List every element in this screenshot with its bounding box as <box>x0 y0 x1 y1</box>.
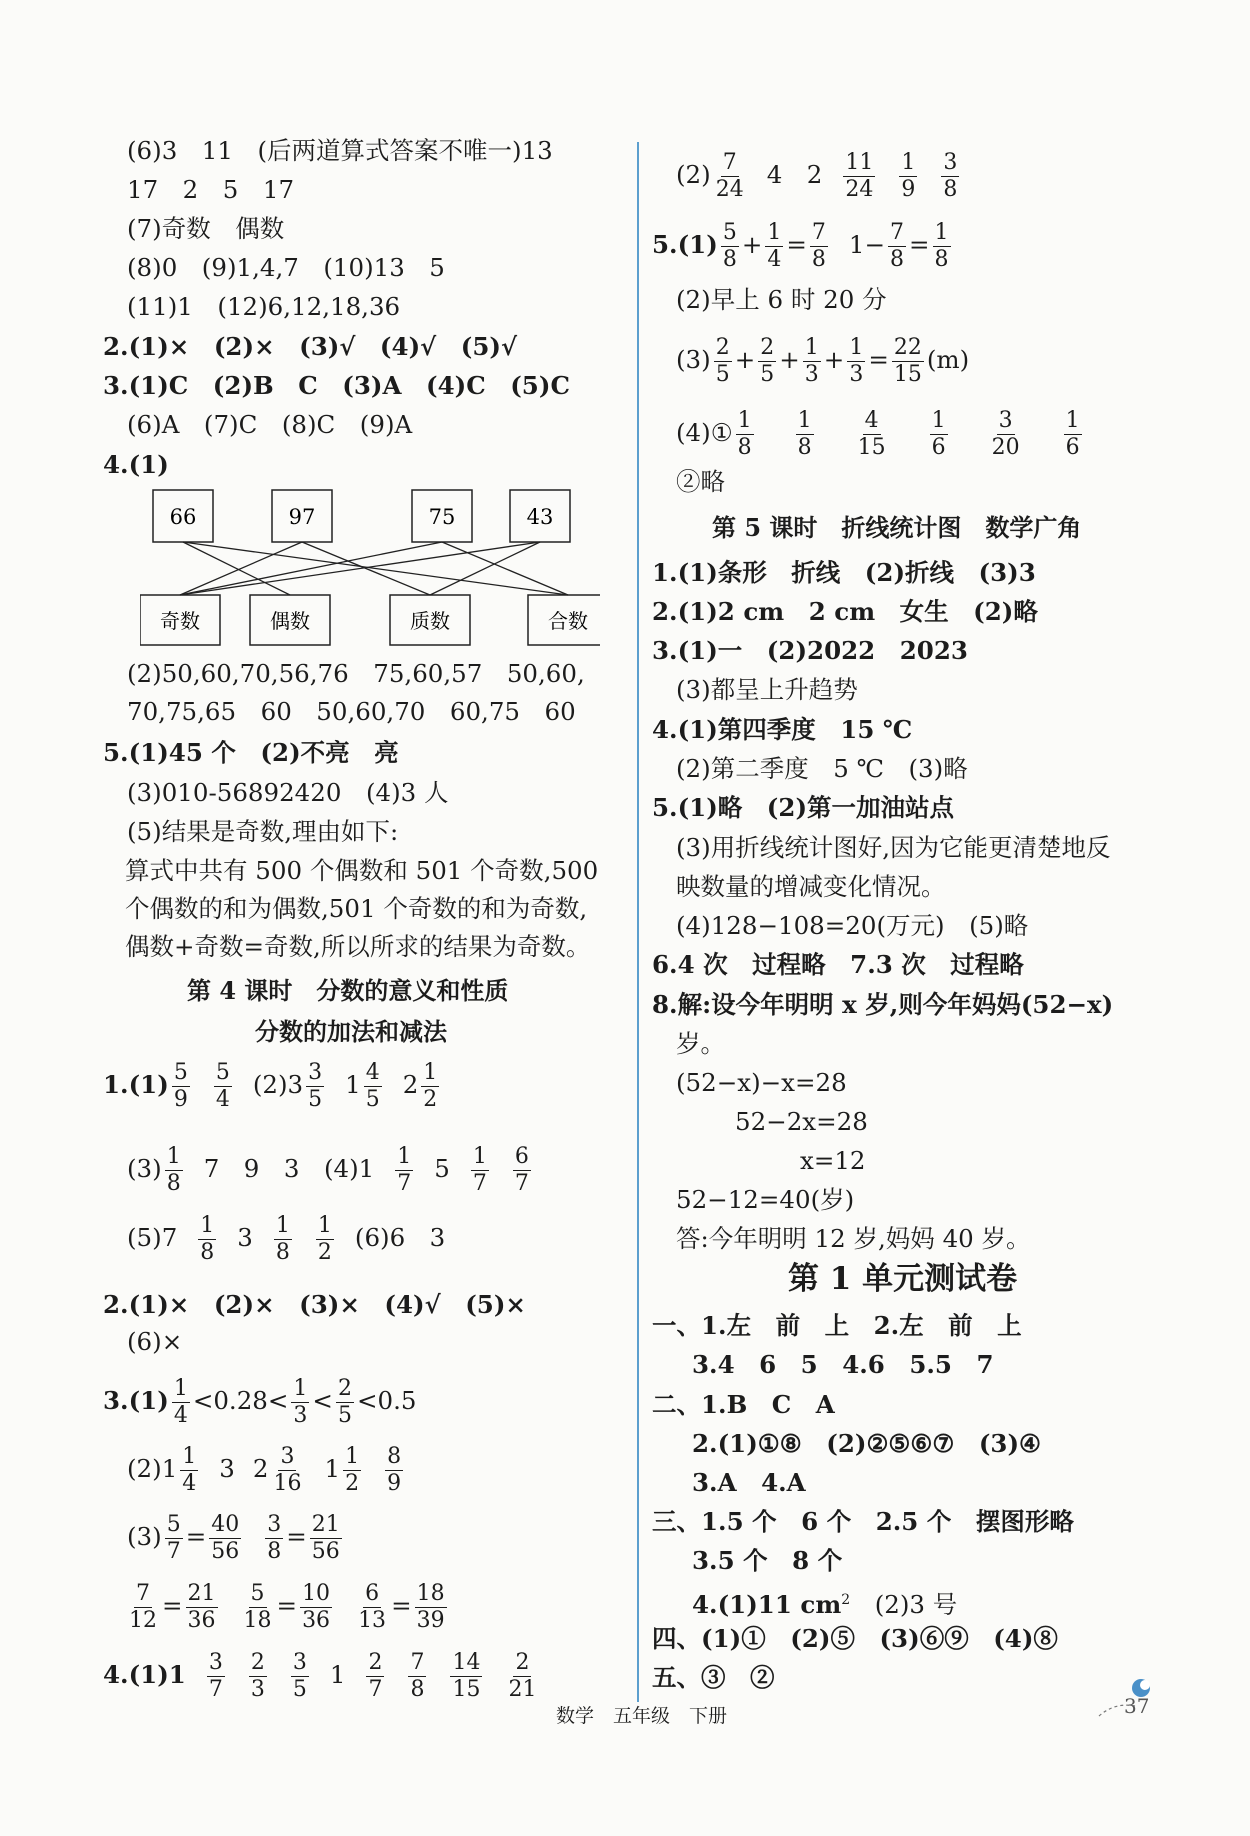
fraction: $\frac{3}{8}$ <box>943 150 958 202</box>
fraction: $\frac{3}{5}$ <box>308 1060 323 1112</box>
fraction: $\frac{1}{3}$ <box>804 335 819 387</box>
answer-line: 映数量的增减变化情况。 <box>676 872 946 901</box>
answer-line: 2.(1)× (2)× (3)× (4)√ (5)× <box>103 1290 526 1319</box>
fraction: $\frac{3}{20}$ <box>991 408 1020 460</box>
answer-line: 偶数+奇数=奇数,所以所求的结果为奇数。 <box>125 932 591 961</box>
answer-line: 5.(1)略 (2)第一加油站点 <box>652 793 955 822</box>
answer-line: 6.4 次 过程略 7.3 次 过程略 <box>652 950 1024 979</box>
answer-line: 2.(1)× (2)× (3)√ (4)√ (5)√ <box>103 332 518 361</box>
answer-line: (8)0 (9)1,4,7 (10)13 5 <box>127 253 445 282</box>
answer-line: (6)3 11 (后两道算式答案不唯一)13 <box>127 136 553 165</box>
answer-line: 3.(1)C (2)B C (3)A (4)C (5)C <box>103 371 570 400</box>
answer-line: (2)早上 6 时 20 分 <box>676 285 887 314</box>
fraction: $\frac{21}{36}$ <box>187 1581 216 1633</box>
answer-line: (3) $\frac{2}{5}$ + $\frac{2}{5}$ + $\frac{1}{3}$ + $\frac{1}{3}$ = $\frac{22}{15}$ (m) <box>676 335 970 387</box>
answer-line: 5.(1)45 个 (2)不亮 亮 <box>103 738 399 767</box>
answer-line: (3)都呈上升趋势 <box>676 675 858 704</box>
fraction: $\frac{1}{4}$ <box>173 1376 188 1428</box>
answer-line: 70,75,65 60 50,60,70 60,75 60 <box>127 697 576 726</box>
answer-line: (4)128−108=20(万元) (5)略 <box>676 911 1029 940</box>
fraction: $\frac{10}{36}$ <box>302 1581 331 1633</box>
fraction: $\frac{1}{2}$ <box>423 1060 438 1112</box>
answer-line: (6)× <box>127 1327 183 1356</box>
answer-line: 17 2 5 17 <box>127 175 295 204</box>
fraction: $\frac{1}{7}$ <box>472 1144 487 1196</box>
fraction: $\frac{1}{8}$ <box>797 408 812 460</box>
number-label: 75 <box>428 505 456 529</box>
answer-line: (3)010-56892420 (4)3 人 <box>127 778 449 807</box>
fraction: $\frac{7}{12}$ <box>129 1581 157 1633</box>
answer-line: (3) $\frac{5}{7}$ = $\frac{40}{56}$ $\frac{3}{8}$ = $\frac{21}{56}$ <box>127 1512 340 1564</box>
answer-line: (3)用折线统计图好,因为它能更清楚地反 <box>676 833 1111 862</box>
fraction: $\frac{3}{8}$ <box>267 1512 282 1564</box>
fraction: $\frac{1}{8}$ <box>934 220 949 272</box>
answer-line: x=12 <box>800 1146 866 1175</box>
page-number: 37 <box>1124 1694 1150 1718</box>
fraction: $\frac{5}{4}$ <box>215 1060 230 1112</box>
fraction: $\frac{11}{24}$ <box>845 150 874 202</box>
answer-line: 个偶数的和为偶数,501 个奇数的和为奇数, <box>125 894 588 923</box>
fraction: $\frac{21}{56}$ <box>311 1512 340 1564</box>
answer-line: 4.(1) <box>103 450 169 479</box>
fraction: $\frac{1}{2}$ <box>345 1444 360 1496</box>
category-label: 合数 <box>548 609 588 633</box>
section-title: 第 4 课时 分数的意义和性质 <box>187 976 509 1005</box>
fraction: $\frac{3}{5}$ <box>292 1650 307 1702</box>
fraction: $\frac{1}{4}$ <box>767 220 782 272</box>
fraction: $\frac{1}{7}$ <box>397 1144 412 1196</box>
fraction: $\frac{18}{39}$ <box>416 1581 445 1633</box>
fraction: $\frac{6}{13}$ <box>358 1581 387 1633</box>
fraction: $\frac{2}{5}$ <box>760 335 775 387</box>
answer-line: 4.(1)11 $cm^2$ (2)3 号 <box>692 1590 958 1620</box>
fraction: $\frac{1}{3}$ <box>849 335 864 387</box>
answer-line: 二、1.B C A <box>652 1390 835 1419</box>
fraction: $\frac{6}{7}$ <box>514 1144 529 1196</box>
category-label: 奇数 <box>160 609 200 633</box>
fraction: $\frac{1}{4}$ <box>182 1444 197 1496</box>
answer-line: 3.(1)一 (2)2022 2023 <box>652 636 968 665</box>
answer-line: ②略 <box>676 467 725 496</box>
answer-line: (5)结果是奇数,理由如下: <box>127 817 399 846</box>
answer-line: 1.(1) $\frac{5}{9}$ $\frac{5}{4}$ (2)3 $\frac{3}{5}$ 1 $\frac{4}{5}$ 2 $\frac{1}{2}$ <box>103 1060 438 1112</box>
q-label: 1.(1) <box>103 1070 169 1099</box>
fraction: $\frac{3}{7}$ <box>208 1650 223 1702</box>
answer-line: (11)1 (12)6,12,18,36 <box>127 292 401 321</box>
answer-line: (5)7 $\frac{1}{8}$ 3 $\frac{1}{8}$ $\frac{1}{2}$ (6)6 3 <box>127 1213 446 1265</box>
number-label: 43 <box>526 505 554 529</box>
section-subtitle: 分数的加法和减法 <box>255 1017 447 1046</box>
answer-line: 一、1.左 前 上 2.左 前 上 <box>652 1311 1022 1340</box>
fraction: $\frac{2}{5}$ <box>337 1376 352 1428</box>
answer-line: 4.(1)第四季度 15 ℃ <box>652 715 913 744</box>
answer-line: (2) $\frac{7}{24}$ 4 2 $\frac{11}{24}$ $\frac{1}{9}$ $\frac{3}{8}$ <box>676 150 958 202</box>
fraction: $\frac{1}{2}$ <box>317 1213 332 1265</box>
fraction: $\frac{7}{24}$ <box>715 150 744 202</box>
footer-title: 数学 五年级 下册 <box>556 1705 728 1727</box>
answer-line: 3.5 个 8 个 <box>692 1546 843 1575</box>
test-title: 第 1 单元测试卷 <box>788 1261 1018 1297</box>
answer-line: 3.4 6 5 4.6 5.5 7 <box>692 1350 994 1379</box>
match-line <box>302 542 430 595</box>
answer-line: (2)50,60,70,56,76 75,60,57 50,60, <box>127 659 585 688</box>
fraction: $\frac{5}{7}$ <box>166 1512 181 1564</box>
answer-line: 算式中共有 500 个偶数和 501 个奇数,500 <box>125 856 599 885</box>
answer-line: (2)第二季度 5 ℃ (3)略 <box>676 754 968 783</box>
answer-line: 答:今年明明 12 岁,妈妈 40 岁。 <box>676 1224 1031 1253</box>
answer-line: 三、1.5 个 6 个 2.5 个 摆图形略 <box>652 1507 1074 1536</box>
fraction: $\frac{1}{8}$ <box>200 1213 215 1265</box>
answer-line: 52−12=40(岁) <box>676 1185 855 1214</box>
fraction: $\frac{1}{6}$ <box>1065 408 1080 460</box>
section-title: 第 5 课时 折线统计图 数学广角 <box>712 513 1082 542</box>
matching-diagram <box>140 485 600 655</box>
fraction: $\frac{1}{6}$ <box>931 408 946 460</box>
fraction: $\frac{2}{21}$ <box>508 1650 537 1702</box>
fraction: $\frac{1}{9}$ <box>901 150 916 202</box>
fraction: $\frac{7}{8}$ <box>811 220 826 272</box>
fraction: $\frac{5}{18}$ <box>243 1581 272 1633</box>
answer-line: 5.(1) $\frac{5}{8}$ + $\frac{1}{4}$ = $\frac{7}{8}$ 1− $\frac{7}{8}$ = $\frac{1}{8}$ <box>652 220 949 272</box>
fraction: $\frac{4}{5}$ <box>365 1060 380 1112</box>
answer-line: (4)① $\frac{1}{8}$ $\frac{1}{8}$ $\frac{4}{15}$ $\frac{1}{6}$ $\frac{3}{20}$ $\frac{1}{6}$ <box>676 408 1080 460</box>
answer-line: 8.解:设今年明明 x 岁,则今年妈妈(52−x) <box>652 990 1114 1019</box>
answer-line: (2)1 $\frac{1}{4}$ 3 2 $\frac{3}{16}$ 1 $\frac{1}{2}$ $\frac{8}{9}$ <box>127 1444 402 1496</box>
fraction: $\frac{14}{15}$ <box>452 1650 481 1702</box>
answer-line: (52−x)−x=28 <box>676 1068 847 1097</box>
fraction: $\frac{2}{3}$ <box>250 1650 265 1702</box>
fraction: $\frac{1}{8}$ <box>275 1213 290 1265</box>
answer-line: 1.(1)条形 折线 (2)折线 (3)3 <box>652 558 1036 587</box>
match-line <box>442 542 568 595</box>
fraction: $\frac{7}{8}$ <box>410 1650 425 1702</box>
fraction: $\frac{8}{9}$ <box>387 1444 402 1496</box>
answer-line: 四、(1)① (2)⑤ (3)⑥⑨ (4)⑧ <box>652 1624 1058 1653</box>
answer-line: (3) $\frac{1}{8}$ 7 9 3 (4)1 $\frac{1}{7}$ 5 $\frac{1}{7}$ $\frac{6}{7}$ <box>127 1144 529 1196</box>
category-label: 偶数 <box>270 609 310 633</box>
fraction: $\frac{1}{8}$ <box>166 1144 181 1196</box>
answer-line: 52−2x=28 <box>735 1107 868 1136</box>
answer-line: 3.A 4.A <box>692 1468 806 1497</box>
answer-line: 2.(1)①⑧ (2)②⑤⑥⑦ (3)④ <box>692 1429 1042 1458</box>
fraction: $\frac{1}{8}$ <box>737 408 752 460</box>
fraction: $\frac{7}{8}$ <box>890 220 904 272</box>
answer-line: 五、③ ② <box>652 1663 775 1692</box>
answer-line: 岁。 <box>676 1029 725 1058</box>
fraction: $\frac{1}{3}$ <box>293 1376 308 1428</box>
fraction: $\frac{2}{7}$ <box>368 1650 383 1702</box>
fraction: $\frac{5}{8}$ <box>722 220 737 272</box>
answer-line: 4.(1)1 $\frac{3}{7}$ $\frac{2}{3}$ $\frac{3}{5}$ 1 $\frac{2}{7}$ $\frac{7}{8}$ $\frac{14}{15}$ $\frac{2}{21}$ <box>103 1650 537 1702</box>
category-label: 质数 <box>410 609 450 633</box>
fraction: $\frac{2}{5}$ <box>715 335 730 387</box>
fraction: $\frac{5}{9}$ <box>173 1060 188 1112</box>
column-divider <box>637 142 639 1702</box>
fraction: $\frac{40}{56}$ <box>211 1512 240 1564</box>
answer-line: 2.(1)2 cm 2 cm 女生 (2)略 <box>652 597 1038 626</box>
fraction: $\frac{22}{15}$ <box>893 335 922 387</box>
answer-line: 3.(1) $\frac{1}{4}$ <0.28< $\frac{1}{3}$ < $\frac{2}{5}$ <0.5 <box>103 1376 417 1428</box>
number-label: 66 <box>169 505 197 529</box>
match-line <box>180 542 442 595</box>
answer-line: $\frac{7}{12}$ = $\frac{21}{36}$ $\frac{5}{18}$ = $\frac{10}{36}$ $\frac{6}{13}$ = $\frac{18}{39}$ <box>129 1581 445 1633</box>
fraction: $\frac{3}{16}$ <box>273 1444 302 1496</box>
number-label: 97 <box>288 505 316 529</box>
answer-line: (6)A (7)C (8)C (9)A <box>127 410 413 439</box>
answer-line: (7)奇数 偶数 <box>127 214 285 243</box>
fraction: $\frac{4}{15}$ <box>857 408 886 460</box>
